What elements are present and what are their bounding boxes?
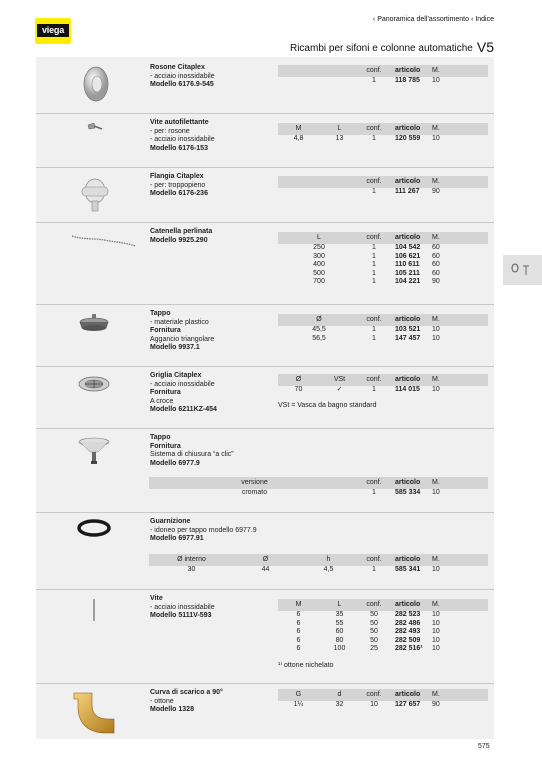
page-number: 575 <box>478 743 490 750</box>
table-cell: 6 <box>296 636 301 644</box>
table-header: articolo <box>388 65 428 77</box>
product-catenella-perlinata <box>36 222 494 300</box>
table-cell: 500 <box>313 269 325 277</box>
table-cell: 100 <box>333 645 346 652</box>
product-line: - acciaio inossidabile <box>150 136 215 144</box>
table-row <box>278 135 488 144</box>
divider <box>36 222 494 223</box>
table-header: articolo <box>388 176 428 188</box>
table-cell: 1 <box>372 278 376 285</box>
table-header: M. <box>428 65 488 77</box>
table-row <box>278 270 488 279</box>
article-number[interactable]: 282 509 <box>395 636 421 644</box>
table-cell: 70 <box>294 386 303 393</box>
product-tappo <box>36 304 494 360</box>
article-table <box>278 599 488 654</box>
product-supply-label: Fornitura <box>150 327 181 335</box>
table-header: M. <box>428 374 488 386</box>
article-number[interactable]: 147 457 <box>395 334 421 342</box>
table-header: M. <box>428 689 488 701</box>
table-footnote: VSt = Vasca da bagno standard <box>278 402 377 409</box>
divider <box>36 366 494 367</box>
product-title: Tappo <box>150 310 171 317</box>
click-plug-image <box>64 432 124 470</box>
table-row <box>278 77 488 86</box>
product-title: Griglia Citaplex <box>150 372 202 379</box>
table-cell: 700 <box>313 278 325 285</box>
table-header: M. <box>428 232 488 244</box>
table-header: VSt <box>319 374 360 386</box>
table-header: Ø <box>278 374 319 386</box>
article-table <box>278 689 488 710</box>
table-header: M. <box>428 554 488 566</box>
table-cell: 10 <box>432 135 440 142</box>
table-header: L <box>319 123 360 135</box>
table-footnote: ¹⁾ ottone nichelato <box>278 662 334 669</box>
table-header-empty <box>278 65 360 77</box>
product-vite <box>36 589 494 681</box>
table-row <box>278 253 488 262</box>
product-description <box>150 518 290 544</box>
table-cell: 10 <box>432 77 440 84</box>
rosette-image <box>64 63 124 107</box>
product-title: Vite autofilettante <box>150 119 209 126</box>
logo-wordmark: viega <box>37 24 69 37</box>
article-table <box>278 314 488 343</box>
product-line: - acciaio inossidabile <box>150 603 215 611</box>
table-cell: 250 <box>313 244 325 251</box>
table-header: conf. <box>360 176 388 188</box>
section-header <box>290 39 494 55</box>
table-header: articolo <box>388 123 428 135</box>
product-curva-di-scarico <box>36 683 494 739</box>
product-title: Tappo <box>150 434 171 441</box>
table-cell: 1 <box>372 269 376 277</box>
table-cell: 10 <box>432 566 440 573</box>
product-title: Rosone Citaplex <box>150 64 205 71</box>
article-number[interactable]: 104 221 <box>395 278 421 285</box>
product-supply-label: Fornitura <box>150 389 181 397</box>
flange-image <box>64 173 124 217</box>
table-row <box>278 188 488 197</box>
table-row <box>278 645 488 654</box>
table-cell: 10 <box>432 619 440 627</box>
table-header: M. <box>428 314 488 326</box>
table-row <box>278 637 488 646</box>
table-cell: 4,5 <box>323 566 334 573</box>
table-cell: 10 <box>370 701 378 708</box>
product-description <box>150 689 290 715</box>
table-cell: 80 <box>335 636 344 644</box>
article-number[interactable]: 585 334 <box>395 489 421 496</box>
article-number[interactable]: 111 267 <box>395 188 420 195</box>
article-number[interactable]: 118 785 <box>395 77 420 84</box>
product-flangia-citaplex <box>36 167 494 219</box>
product-model: Modello 6176-153 <box>150 144 208 152</box>
product-title: Curva di scarico a 90° <box>150 689 223 696</box>
product-line: - ottone <box>150 697 174 705</box>
product-description <box>150 434 290 468</box>
table-row <box>278 326 488 335</box>
table-cell: 10 <box>432 334 440 342</box>
brass-bend-image <box>64 687 124 737</box>
article-table <box>278 176 488 197</box>
table-header: conf. <box>360 232 388 244</box>
product-supply: Sistema di chiusura “a clic” <box>150 451 234 459</box>
table-cell: 1 <box>372 261 376 268</box>
article-number[interactable]: 282 493 <box>395 628 421 635</box>
table-cell: 45,5 <box>312 326 326 333</box>
table-cell: 300 <box>313 252 325 260</box>
table-row <box>278 611 488 620</box>
product-title: Catenella perlinata <box>150 228 213 235</box>
table-cell: 6 <box>296 628 301 635</box>
table-header: conf. <box>360 554 388 566</box>
divider <box>36 167 494 168</box>
table-cell: 1 <box>372 252 376 260</box>
table-header: articolo <box>388 374 428 386</box>
product-supply-label: Fornitura <box>150 442 181 450</box>
product-line: - per: rosone <box>150 127 190 135</box>
table-header: L <box>319 599 360 611</box>
viega-logo <box>35 18 71 44</box>
section-code: V5 <box>476 39 494 55</box>
table-cell: 1 <box>372 489 376 496</box>
product-title: Guarnizione <box>150 518 191 525</box>
table-cell: 10 <box>432 489 440 496</box>
table-cell: 32 <box>335 701 344 708</box>
side-tab-drain-icon[interactable] <box>503 255 542 285</box>
product-guarnizione <box>36 512 494 584</box>
table-cell: 50 <box>370 619 378 627</box>
table-row <box>149 489 488 498</box>
article-number[interactable]: 106 621 <box>395 252 421 260</box>
table-cell: 35 <box>335 611 344 618</box>
product-model: Modello 6176.9-545 <box>150 81 214 89</box>
table-header: conf. <box>360 689 388 701</box>
article-number[interactable]: 103 521 <box>395 326 421 333</box>
table-header: articolo <box>388 477 428 489</box>
grate-image <box>64 372 124 398</box>
product-description <box>150 595 290 621</box>
table-row <box>278 278 488 287</box>
product-description <box>150 228 290 245</box>
table-header: articolo <box>388 554 428 566</box>
table-header: articolo <box>388 599 428 611</box>
table-cell: 55 <box>335 619 344 627</box>
divider <box>36 428 494 429</box>
article-number[interactable]: 114 015 <box>395 386 420 393</box>
article-number[interactable]: 585 341 <box>395 566 421 573</box>
table-cell: 1 <box>372 566 376 573</box>
table-cell: 1 <box>372 326 376 333</box>
table-header-empty <box>278 176 360 188</box>
table-row <box>278 628 488 637</box>
article-table <box>278 65 488 86</box>
table-header: Ø interno <box>149 554 234 566</box>
product-model: Modello 5111V-593 <box>150 612 212 620</box>
table-cell: 50 <box>370 628 378 635</box>
article-number[interactable]: 105 211 <box>395 269 420 277</box>
table-header: M <box>278 599 319 611</box>
table-header: M. <box>428 176 488 188</box>
table-cell: 60 <box>432 252 440 260</box>
product-model: Modello 6176-236 <box>150 190 208 198</box>
table-cell: 25 <box>370 645 378 652</box>
product-supply: Aggancio triangolare <box>150 335 215 343</box>
table-cell: 1 <box>372 386 376 393</box>
table-header: conf. <box>360 599 388 611</box>
top-navigation <box>373 16 494 23</box>
product-description <box>150 372 290 415</box>
table-cell: 1 <box>372 77 376 84</box>
table-header: M. <box>428 477 488 489</box>
check-icon: ✓ <box>336 386 343 393</box>
table-header: conf. <box>360 65 388 77</box>
table-cell: 1¼ <box>293 701 304 708</box>
table-cell: cromato <box>241 489 268 496</box>
table-header: h <box>297 554 360 566</box>
article-table <box>149 554 488 575</box>
article-number[interactable]: 282 523 <box>395 611 421 618</box>
product-model: Modello 9925.290 <box>150 236 208 244</box>
product-tappo-clic <box>36 428 494 508</box>
article-number[interactable]: 282 486 <box>395 619 421 627</box>
screw-image <box>64 119 124 141</box>
table-cell: 60 <box>432 269 440 277</box>
table-cell: 10 <box>432 628 440 635</box>
article-table <box>278 123 488 144</box>
divider <box>36 304 494 305</box>
product-model: Modello 1328 <box>150 706 194 714</box>
table-cell: 6 <box>296 611 301 618</box>
table-cell: 6 <box>296 645 301 652</box>
table-cell: 400 <box>313 261 325 268</box>
table-cell: 10 <box>432 636 440 644</box>
table-header: conf. <box>360 123 388 135</box>
product-model: Modello 6977.91 <box>150 535 204 543</box>
table-cell: 56,5 <box>312 334 326 342</box>
table-cell: 13 <box>335 135 344 142</box>
table-cell: 90 <box>432 278 440 285</box>
product-line: - acciaio inossidabile <box>150 72 215 80</box>
table-header: articolo <box>388 232 428 244</box>
section-title: Ricambi per sifoni e colonne automatiche <box>289 43 473 54</box>
table-cell: 6 <box>296 619 301 627</box>
table-cell: 30 <box>187 566 196 573</box>
table-cell: 10 <box>432 326 440 333</box>
table-cell: 4,8 <box>293 135 304 142</box>
table-cell: 10 <box>432 645 440 652</box>
table-cell: 10 <box>432 611 440 618</box>
table-cell: 10 <box>432 386 440 393</box>
table-header: Ø <box>234 554 297 566</box>
table-cell: 60 <box>432 261 440 268</box>
table-row <box>278 261 488 270</box>
nav-link-overview[interactable]: Panoramica dell’assortimento <box>377 16 470 23</box>
article-number[interactable]: 120 559 <box>395 135 421 142</box>
table-header: Ø <box>278 314 360 326</box>
product-model: Modello 6211KZ-454 <box>150 406 217 414</box>
product-line: - materiale plastico <box>150 318 209 326</box>
table-cell: 60 <box>432 244 440 251</box>
chevron-left-icon: ‹ <box>470 16 474 23</box>
plug-image <box>64 312 124 342</box>
table-cell: 1 <box>372 244 376 251</box>
table-header: M. <box>428 599 488 611</box>
product-description <box>150 310 290 353</box>
table-header: conf. <box>360 374 388 386</box>
article-number[interactable]: 127 657 <box>395 701 421 708</box>
table-header: M. <box>428 123 488 135</box>
table-cell: 60 <box>335 628 344 635</box>
table-cell: 90 <box>432 701 440 708</box>
table-header: conf. <box>360 314 388 326</box>
product-line: - acciaio inossidabile <box>150 380 215 388</box>
divider <box>36 589 494 590</box>
product-model: Modello 9937.1 <box>150 344 200 352</box>
divider <box>36 113 494 114</box>
divider <box>36 512 494 513</box>
product-vite-autofilettante <box>36 113 494 165</box>
chevron-left-icon: ‹ <box>372 16 376 23</box>
nav-link-index[interactable]: Indice <box>475 16 494 23</box>
product-title: Flangia Citaplex <box>150 173 204 180</box>
table-cell: 50 <box>370 636 378 644</box>
screw-image <box>64 597 124 625</box>
product-model: Modello 6977.9 <box>150 459 200 467</box>
table-header: conf. <box>360 477 388 489</box>
product-description <box>150 173 290 199</box>
product-supply: A croce <box>150 397 174 405</box>
table-row <box>278 335 488 344</box>
divider <box>36 683 494 684</box>
table-header: versione <box>149 477 360 489</box>
product-line: - per: troppopieno <box>150 181 206 189</box>
table-row <box>278 701 488 710</box>
product-description <box>150 119 290 153</box>
article-table <box>278 374 488 395</box>
table-header: articolo <box>388 314 428 326</box>
product-rosone-citaplex <box>36 58 494 110</box>
table-row <box>149 566 488 575</box>
table-row <box>278 620 488 629</box>
table-row <box>278 244 488 253</box>
table-cell: 44 <box>261 566 270 573</box>
bead-chain-image <box>64 228 144 250</box>
product-line: - idoneo per tappo modello 6977.9 <box>150 526 257 534</box>
table-cell: 50 <box>370 611 378 618</box>
table-cell: 1 <box>372 334 376 342</box>
product-title: Vite <box>150 595 163 602</box>
article-number[interactable]: 110 611 <box>395 261 420 268</box>
product-description <box>150 64 290 90</box>
table-header: articolo <box>388 689 428 701</box>
table-cell: 90 <box>432 188 440 195</box>
product-griglia-citaplex <box>36 366 494 424</box>
article-table <box>149 477 488 498</box>
table-cell: 1 <box>372 188 376 195</box>
table-header: d <box>319 689 360 701</box>
table-row <box>278 386 488 395</box>
table-header: L <box>278 232 360 244</box>
table-header: M <box>278 123 319 135</box>
table-header: G <box>278 689 319 701</box>
article-number[interactable]: 282 516¹ <box>395 645 423 652</box>
article-number[interactable]: 104 542 <box>395 244 421 251</box>
article-table <box>278 232 488 287</box>
gasket-image <box>64 518 124 540</box>
table-cell: 1 <box>372 135 376 142</box>
